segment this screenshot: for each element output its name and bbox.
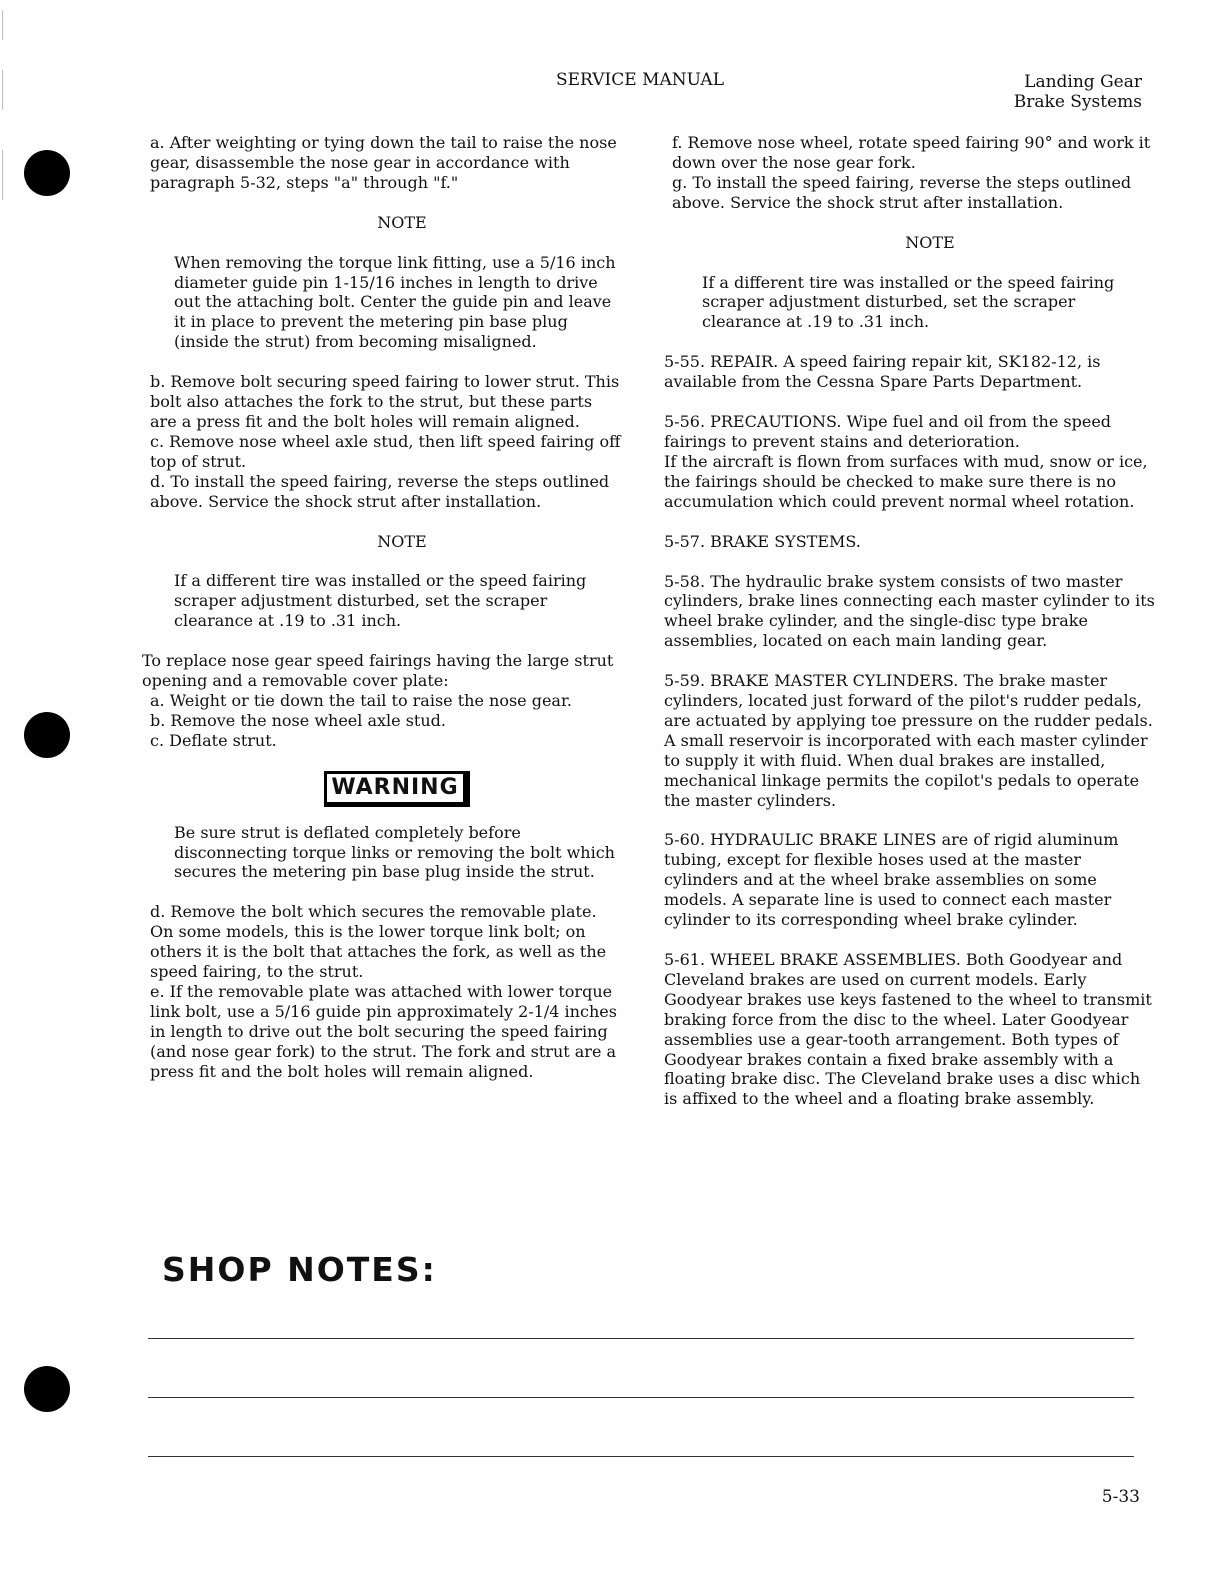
header-title: SERVICE MANUAL <box>556 70 724 90</box>
left-column <box>142 133 622 1082</box>
step-d: d. To install the speed fairing, reverse the steps outlined above. Service the shock strut after installation. <box>150 471 610 511</box>
note-heading: NOTE <box>377 212 427 232</box>
replace-step-d: d. Remove the bolt which secures the removable plate. On some models, this is the lower torque link bolt; on others it is the bolt that attaches the fork, as well as the speed fairing, to the strut. <box>150 902 607 982</box>
replace-step-e: e. If the removable plate was attached with lower torque link bolt, use a 5/16 guide pin approximately 2-1/4 inches in length to drive out the bolt securing the speed fairing (and nose gear fork) to the strut. The fork and strut are a press fit and the bolt holes will remain aligned. <box>150 982 617 1081</box>
header-section <box>1014 72 1142 112</box>
step-g: g. To install the speed fairing, reverse the steps outlined above. Service the shock strut after installation. <box>672 172 1132 212</box>
paragraph-5-59: 5-59. BRAKE MASTER CYLINDERS. The brake master cylinders, located just forward of the pilot's rudder pedals, are actuated by applying toe pressure on the rudder pedals. A small reservoir is incorporated with each master cylinder to supply it with fluid. When dual brakes are installed, mechanical linkage permits the copilot's pedals to operate the master cylinders. <box>664 671 1153 810</box>
replace-intro: To replace nose gear speed fairings having the large strut opening and a removable cover plate: <box>142 651 614 691</box>
scan-edge-mark <box>2 150 3 200</box>
paragraph-5-58: 5-58. The hydraulic brake system consists of two master cylinders, brake lines connecting each master cylinder to its wheel brake cylinder, and the single-disc type brake assemblies, located on each main landing gear. <box>664 571 1155 651</box>
paragraph-5-55: 5-55. REPAIR. A speed fairing repair kit, SK182-12, is available from the Cessna Spare Parts Department. <box>664 352 1101 392</box>
paragraph-5-57: 5-57. BRAKE SYSTEMS. <box>664 531 861 551</box>
paragraph-5-56-cont: If the aircraft is flown from surfaces with mud, snow or ice, the fairings should be checked to make sure there is no accumulation which could prevent normal wheel rotation. <box>664 451 1148 511</box>
step-a: a. After weighting or tying down the tail to raise the nose gear, disassemble the nose gear in accordance with paragraph 5-32, steps "a" through "f." <box>150 133 617 192</box>
note-heading: NOTE <box>377 531 427 551</box>
header-section-line2: Brake Systems <box>1013 92 1142 112</box>
note-text: If a different tire was installed or the speed fairing scraper adjustment disturbed, set the scraper clearance at .19 to .31 inch. <box>174 571 587 631</box>
paragraph-5-56: 5-56. PRECAUTIONS. Wipe fuel and oil from the speed fairings to prevent stains and deterioration. <box>664 412 1112 451</box>
step-f: f. Remove nose wheel, rotate speed fairing 90° and work it down over the nose gear fork. <box>672 133 1151 172</box>
binder-hole <box>24 1366 70 1412</box>
shop-notes-line <box>148 1338 1134 1339</box>
shop-notes-heading: SHOP NOTES: <box>162 1250 437 1289</box>
scan-edge-mark <box>2 70 3 110</box>
note-text: If a different tire was installed or the speed fairing scraper adjustment disturbed, set the scraper clearance at .19 to .31 inch. <box>702 272 1115 332</box>
binder-hole <box>24 712 70 758</box>
step-c: c. Remove nose wheel axle stud, then lift speed fairing off top of strut. <box>150 431 621 471</box>
header-section-line1: Landing Gear <box>1024 72 1142 92</box>
replace-step-a: a. Weight or tie down the tail to raise the nose gear. <box>150 690 572 710</box>
warning-box <box>142 771 622 807</box>
note-heading: NOTE <box>905 232 955 252</box>
replace-step-c: c. Deflate strut. <box>150 730 277 750</box>
scan-edge-mark <box>2 10 3 40</box>
right-column <box>664 133 1156 1109</box>
paragraph-5-61: 5-61. WHEEL BRAKE ASSEMBLIES. Both Goodyear and Cleveland brakes are used on current models. Early Goodyear brakes use keys fastened to the wheel to transmit braking force from the disc to the wheel. Later Goodyear assemblies use a gear-tooth arrangement. Both types of Goodyear brakes contain a fixed brake assembly with a floating brake disc. The Cleveland brake uses a disc which is affixed to the wheel and a floating brake assembly. <box>664 950 1152 1109</box>
step-b: b. Remove bolt securing speed fairing to lower strut. This bolt also attaches the fork to the strut, but these parts are a press fit and the bolt holes will remain aligned. <box>150 372 620 431</box>
warning-text: Be sure strut is deflated completely before disconnecting torque links or removing the bolt which secures the metering pin base plug inside the strut. <box>174 822 615 882</box>
paragraph-5-60: 5-60. HYDRAULIC BRAKE LINES are of rigid aluminum tubing, except for flexible hoses used at the master cylinders and at the wheel brake assemblies on some models. A separate line is used to connect each master cylinder to its corresponding wheel brake cylinder. <box>664 830 1119 930</box>
replace-step-b: b. Remove the nose wheel axle stud. <box>150 710 446 730</box>
shop-notes-line <box>148 1456 1134 1457</box>
page-number: 5-33 <box>1101 1487 1140 1507</box>
warning-label: WARNING <box>324 771 469 807</box>
note-text: When removing the torque link fitting, use a 5/16 inch diameter guide pin 1-15/16 inches in length to drive out the attaching bolt. Center the guide pin and leave it in place to prevent the metering pin base plug (inside the strut) from becoming misaligned. <box>174 252 616 352</box>
shop-notes-line <box>148 1397 1134 1398</box>
binder-hole <box>24 150 70 196</box>
